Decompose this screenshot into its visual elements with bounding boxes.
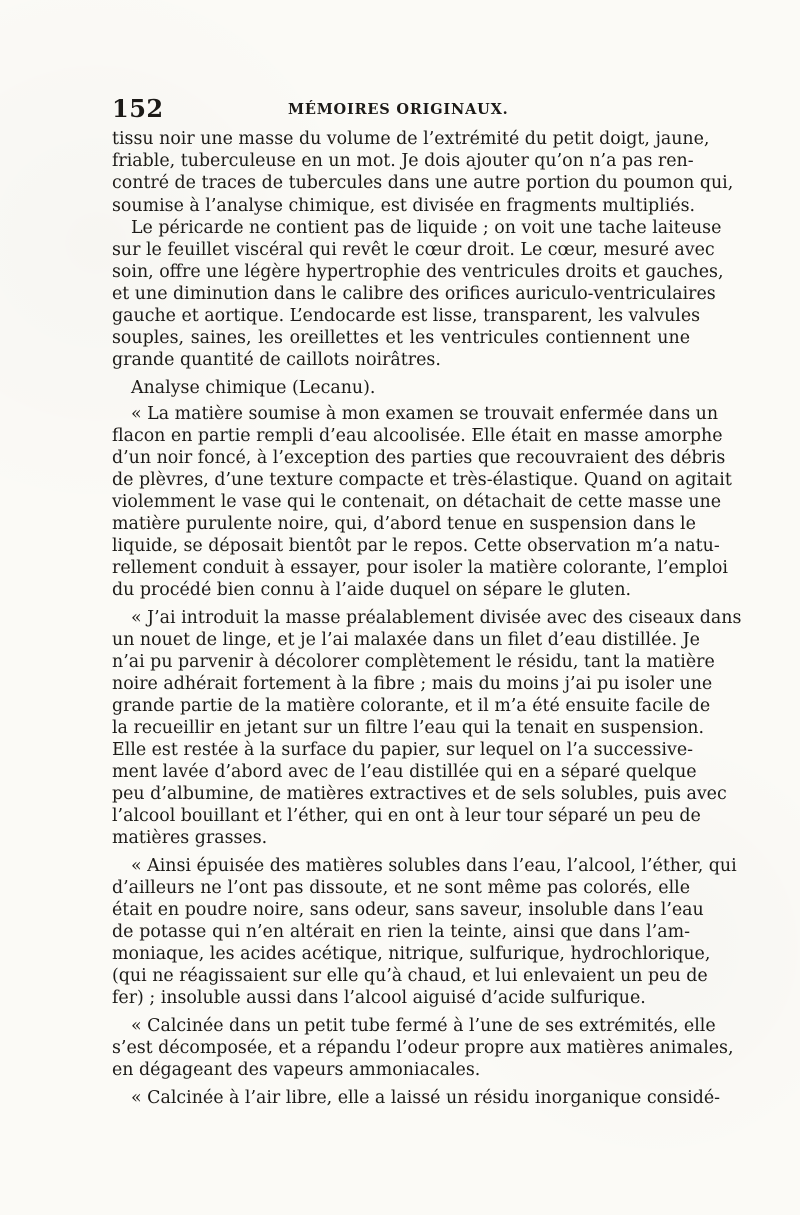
text-line: matières grasses. <box>112 828 268 848</box>
text-line: grande partie de la matière colorante, et il m’a été ensuite facile de <box>112 696 711 716</box>
page-number: 152 <box>112 94 164 123</box>
text-line: et une diminution dans le calibre des orifices auriculo-ventriculaires <box>112 284 716 304</box>
text-line: liquide, se déposait bientôt par le repos. Cette observation m’a natu- <box>112 536 720 556</box>
text-line: « J’ai introduit la masse préalablement divisée avec des ciseaux dans <box>131 608 742 628</box>
text-line: en dégageant des vapeurs ammoniacales. <box>112 1060 481 1080</box>
running-head: MÉMOIRES ORIGINAUX. <box>288 101 509 118</box>
text-line: Analyse chimique (Lecanu). <box>131 378 376 398</box>
text-line: matière purulente noire, qui, d’abord tenue en suspension dans le <box>112 514 696 534</box>
text-line: sur le feuillet viscéral qui revêt le cœur droit. Le cœur, mesuré avec <box>112 240 715 260</box>
text-line: Le péricarde ne contient pas de liquide ; on voit une tache laiteuse <box>131 218 722 238</box>
page-header <box>112 94 688 124</box>
text-line: tissu noir une masse du volume de l’extrémité du petit doigt, jaune, <box>112 129 710 149</box>
text-line: n’ai pu parvenir à décolorer complètement le résidu, tant la matière <box>112 652 715 672</box>
text-line: la recueillir en jetant sur un filtre l’eau qui la tenait en suspension. <box>112 718 705 738</box>
text-line: d’ailleurs ne l’ont pas dissoute, et ne sont même pas colorés, elle <box>112 878 690 898</box>
text-line: soumise à l’analyse chimique, est divisée en fragments multipliés. <box>112 196 696 216</box>
text-line: s’est décomposée, et a répandu l’odeur propre aux matières animales, <box>112 1038 734 1058</box>
text-line: du procédé bien connu à l’aide duquel on sépare le gluten. <box>112 580 632 600</box>
text-line: violemment le vase qui le contenait, on détachait de cette masse une <box>112 492 722 512</box>
text-line: friable, tuberculeuse en un mot. Je dois ajouter qu’on n’a pas ren- <box>112 151 694 171</box>
text-line: souples, saines, les oreillettes et les ventricules contiennent une <box>112 328 690 348</box>
text-line: moniaque, les acides acétique, nitrique, sulfurique, hydrochlorique, <box>112 944 711 964</box>
text-line: « La matière soumise à mon examen se trouvait enfermée dans un <box>131 404 719 424</box>
text-line: un nouet de linge, et je l’ai malaxée dans un filet d’eau distillée. Je <box>112 630 700 650</box>
text-line: contré de traces de tubercules dans une autre portion du poumon qui, <box>112 173 734 193</box>
text-line: peu d’albumine, de matières extractives et de sels solubles, puis avec <box>112 784 727 804</box>
text-line: Elle est restée à la surface du papier, sur lequel on l’a successive- <box>112 740 693 760</box>
text-line: était en poudre noire, sans odeur, sans saveur, insoluble dans l’eau <box>112 900 704 920</box>
text-line: (qui ne réagissaient sur elle qu’à chaud, et lui enlevaient un peu de <box>112 966 708 986</box>
text-line: ment lavée d’abord avec de l’eau distillée qui en a séparé quelque <box>112 762 697 782</box>
text-line: de potasse qui n’en altérait en rien la teinte, ainsi que dans l’am- <box>112 922 690 942</box>
text-line: de plèvres, d’une texture compacte et très-élastique. Quand on agitait <box>112 470 732 490</box>
text-line: « Calcinée dans un petit tube fermé à l’une de ses extrémités, elle <box>131 1016 716 1036</box>
text-line: « Ainsi épuisée des matières solubles dans l’eau, l’alcool, l’éther, qui <box>131 856 737 876</box>
text-line: soin, offre une légère hypertrophie des ventricules droits et gauches, <box>112 262 724 282</box>
text-line: flacon en partie rempli d’eau alcoolisée. Elle était en masse amorphe <box>112 426 723 446</box>
text-line: l’alcool bouillant et l’éther, qui en ont à leur tour séparé un peu de <box>112 806 701 826</box>
text-line: grande quantité de caillots noirâtres. <box>112 350 441 370</box>
text-line: noire adhérait fortement à la fibre ; mais du moins j’ai pu isoler une <box>112 674 713 694</box>
text-line: gauche et aortique. L’endocarde est lisse, transparent, les valvules <box>112 306 701 326</box>
body-text <box>112 128 742 1128</box>
text-line: fer) ; insoluble aussi dans l’alcool aiguisé d’acide sulfurique. <box>112 988 646 1008</box>
text-line: d’un noir foncé, à l’exception des parties que recouvraient des débris <box>112 448 726 468</box>
text-line: rellement conduit à essayer, pour isoler la matière colorante, l’emploi <box>112 558 728 578</box>
text-line: « Calcinée à l’air libre, elle a laissé un résidu inorganique considé- <box>131 1088 721 1108</box>
